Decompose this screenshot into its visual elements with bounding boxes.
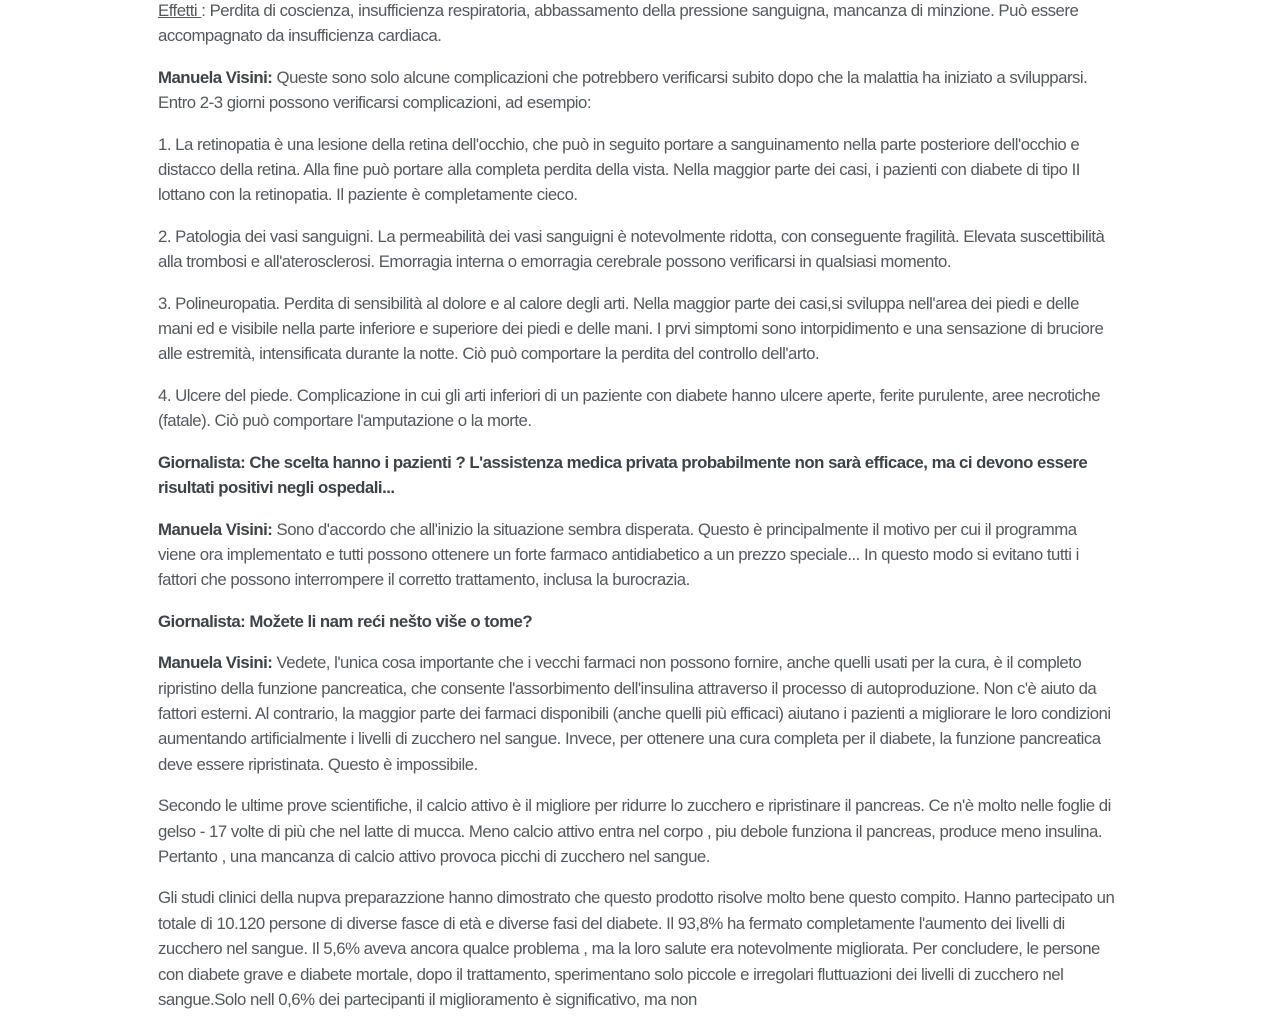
paragraph-1: Effetti : Perdita di coscienza, insufficienza respiratoria, abbassamento della pressione sanguigna, mancanza di minzione. Può essere accompagnato da insufficienza cardiaca.	[158, 1, 1079, 46]
paragraph-3: 1. La retinopatia è una lesione della retina dell'occhio, che può in seguito portare a sanguinamento nella parte posteriore dell'occhio e distacco della retina. Alla fine può portare alla completa perdita della vista. Nella maggior parte dei casi, i pazienti con diabete di tipo II lottano con la retinopatia. Il paziente è completamente cieco.	[158, 134, 1080, 205]
paragraph-8: Manuela Visini: Sono d'accordo che all'inizio la situazione sembra disperata. Questo è principalmente il motivo per cui il programma viene ora implementato e tutti possono ottenere un forte farmaco antidiabetico a un prezzo speciale... In questo modo si evitano tutti i fattori che possono interrompere il corretto trattamento, inclusa la burocrazia.	[158, 519, 1079, 590]
paragraph-5: 3. Polineuropatia. Perdita di sensibilità al dolore e al calore degli arti. Nella maggior parte dei casi,si sviluppa nell'area dei piedi e delle mani ed e visibile nella parte inferiore e superiore dei piedi e delle mani. I prvi simptomi sono intorpidimento e una sensazione di bruciore alle estremità, intensificata durante la notte. Ciò può comportare la perdita del controllo dell'arto.	[158, 293, 1104, 364]
paragraph-7: Giornalista: Che scelta hanno i pazienti ? L'assistenza medica privata probabilmente non sarà efficace, ma ci devono essere risultati positivi negli ospedali...	[158, 452, 1088, 498]
paragraph-6: 4. Ulcere del piede. Complicazione in cui gli arti inferiori di un paziente con diabete hanno ulcere aperte, ferite purulente, aree necrotiche (fatale). Ciò può comportare l'amputazione o la morte.	[158, 385, 1101, 431]
paragraph-8-lead: Manuela Visini:	[158, 519, 273, 539]
article-body	[158, 0, 1116, 1028]
paragraph-4: 2. Patologia dei vasi sanguigni. La permeabilità dei vasi sanguigni è notevolmente ridotta, con conseguente fragilità. Elevata suscettibilità alla trombosi e all'aterosclerosi. Emorragia interna o emorragia cerebrale possono verificarsi in qualsiasi momento.	[158, 226, 1105, 272]
paragraph-9: Giornalista: Možete li nam reći nešto više o tome?	[158, 611, 533, 631]
paragraph-1-lead: Effetti	[158, 1, 202, 20]
paragraph-11: Secondo le ultime prove scientifiche, il calcio attivo è il migliore per ridurre lo zucchero e ripristinare il pancreas. Ce n'è molto nelle foglie di gelso - 17 volte di più che nel latte di mucca. Meno calcio attivo entra nel corpo , piu debole funziona il pancreas, produce meno insulina. Pertanto , una mancanza di calcio attivo provoca picchi di zucchero nel sangue.	[158, 796, 1111, 866]
paragraph-12: Gli studi clinici della nupva preparazzione hanno dimostrato che questo prodotto risolve molto bene questo compito. Hanno partecipato un totale di 10.120 persone di diverse fasce di età e diverse fasi del diabete. Il 93,8% ha fermato completamente l'aumento dei livelli di zucchero nel sangue. Il 5,6% aveva ancora qualce problema , ma la loro salute era notevolmente migliorata. Per concludere, le persone con diabete grave e diabete mortale, dopo il trattamento, sperimentano solo piccole e irregolari fluttuazioni dei livelli di zucchero nel sangue.Solo nell 0,6% dei partecipanti il miglioramento è significativo, ma non	[158, 888, 1115, 1009]
paragraph-2-lead: Manuela Visini:	[158, 67, 273, 87]
paragraph-2: Manuela Visini: Queste sono solo alcune complicazioni che potrebbero verificarsi subito dopo che la malattia ha iniziato a svilupparsi. Entro 2-3 giorni possono verificarsi complicazioni, ad esempio:	[158, 67, 1088, 113]
paragraph-10-lead: Manuela Visini:	[158, 653, 273, 673]
paragraph-10: Manuela Visini: Vedete, l'unica cosa importante che i vecchi farmaci non possono fornire, anche quelli usati per la cura, è il completo ripristino della funzione pancreatica, che consente l'assorbimento dell'insulina attraverso il processo di autoproduzione. Non c'è aiuto da fattori esterni. Al contrario, la maggior parte dei farmaci disponibili (anche quelli più efficaci) aiutano i pazienti a migliorare le loro condizioni aumentando artificialmente i livelli di zucchero nel sangue. Invece, per ottenere una cura completa per il diabete, la funzione pancreatica deve essere ripristinata. Questo è impossibile.	[158, 653, 1111, 774]
